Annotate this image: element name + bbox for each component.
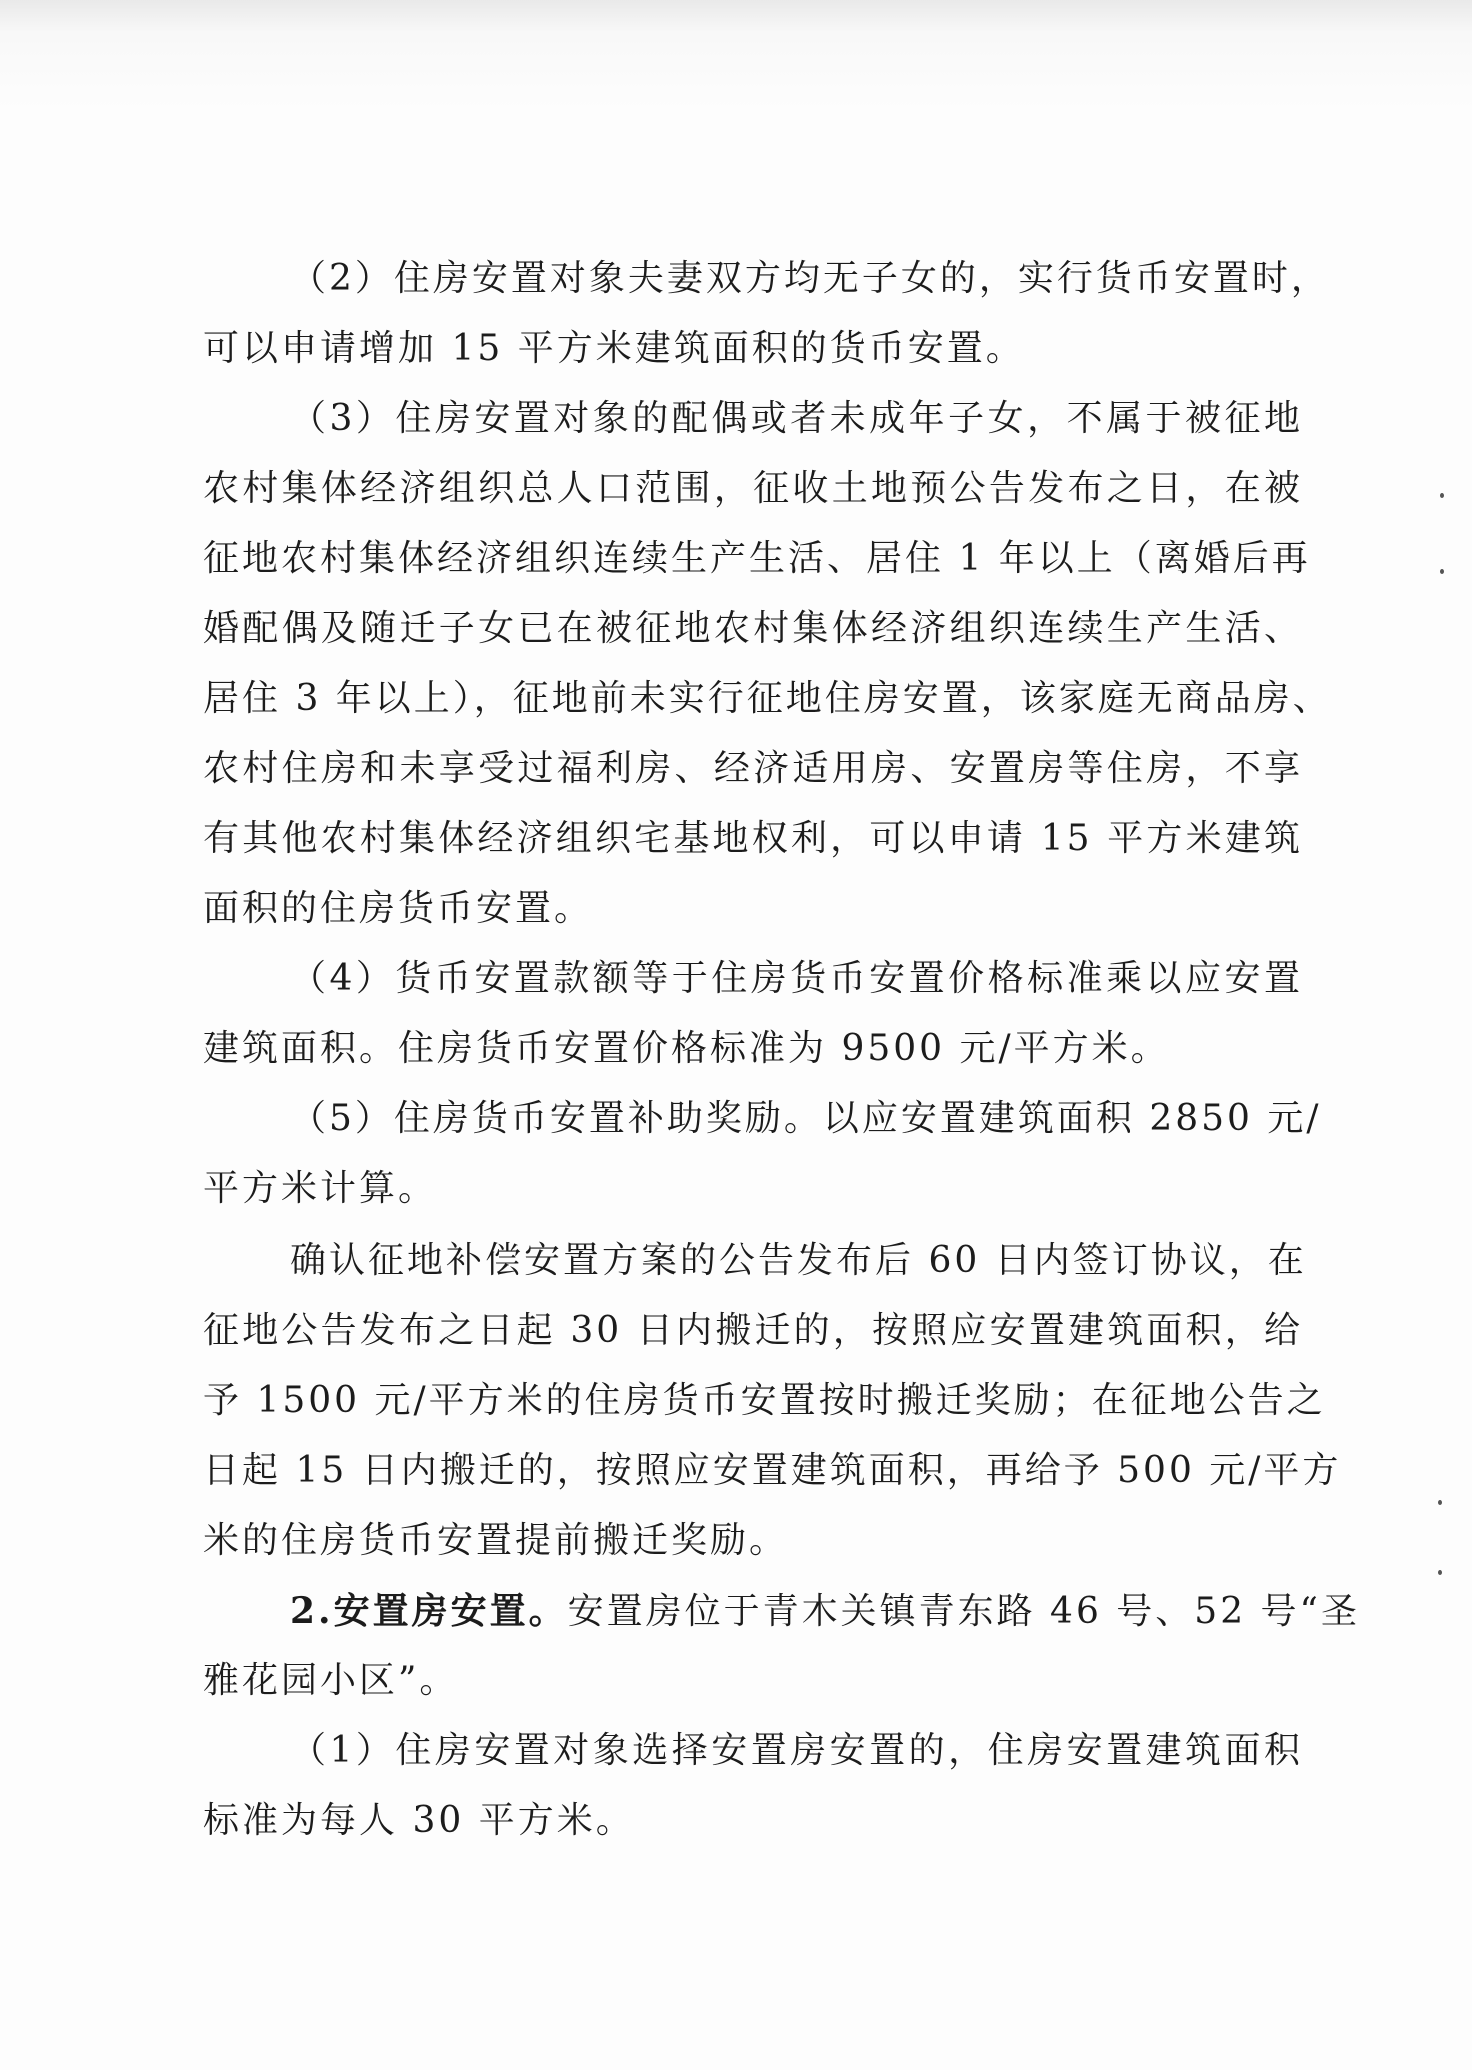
scan-dot [1438,1500,1442,1505]
paragraph-line: 面积的住房货币安置。 [203,888,594,929]
paragraph-line: （4）货币安置款额等于住房货币安置价格标准乘以应安置 [290,958,1303,999]
paragraph-line: 确认征地补偿安置方案的公告发布后 60 日内签订协议，在 [290,1240,1307,1281]
paragraph-text: 安置房位于青木关镇青东路 46 号、52 号“圣 [567,1591,1360,1632]
paragraph-line: 可以申请增加 15 平方米建筑面积的货币安置。 [203,328,1025,369]
paragraph-line: （2）住房安置对象夫妻双方均无子女的，实行货币安置时， [290,258,1330,299]
paragraph-line: （5）住房货币安置补助奖励。以应安置建筑面积 2850 元/ [290,1098,1322,1139]
paragraph-line: （1）住房安置对象选择安置房安置的，住房安置建筑面积 [290,1730,1303,1771]
scan-dot [1440,569,1444,574]
paragraph-line: 农村集体经济组织总人口范围，征收土地预公告发布之日，在被 [203,468,1303,509]
paragraph-line: 日起 15 日内搬迁的，按照应安置建筑面积，再给予 500 元/平方 [203,1450,1342,1491]
section-heading-line [290,1587,1360,1636]
paragraph-line: 米的住房货币安置提前搬迁奖励。 [203,1520,789,1561]
paragraph-line: 标准为每人 30 平方米。 [203,1800,635,1841]
scan-dot [1440,493,1444,498]
paragraph-line: 雅花园小区”。 [203,1660,459,1701]
paragraph-line: 婚配偶及随迁子女已在被征地农村集体经济组织连续生产生活、 [203,608,1303,649]
paragraph-line: （3）住房安置对象的配偶或者未成年子女，不属于被征地 [290,398,1303,439]
paragraph-line: 征地公告发布之日起 30 日内搬迁的，按照应安置建筑面积，给 [203,1310,1303,1351]
paragraph-line: 平方米计算。 [203,1168,438,1209]
scan-shadow [0,0,1472,110]
paragraph-line: 征地农村集体经济组织连续生产生活、居住 1 年以上（离婚后再 [203,538,1311,579]
paragraph-line: 有其他农村集体经济组织宅基地权利，可以申请 15 平方米建筑 [203,818,1303,859]
paragraph-line: 予 1500 元/平方米的住房货币安置按时搬迁奖励；在征地公告之 [203,1380,1326,1421]
paragraph-line: 农村住房和未享受过福利房、经济适用房、安置房等住房，不享 [203,748,1303,789]
paragraph-line: 建筑面积。住房货币安置价格标准为 9500 元/平方米。 [203,1028,1170,1069]
scan-dot [1438,1570,1442,1575]
paragraph-line: 居住 3 年以上），征地前未实行征地住房安置，该家庭无商品房、 [203,678,1332,719]
section-heading: 2.安置房安置。 [290,1590,568,1632]
